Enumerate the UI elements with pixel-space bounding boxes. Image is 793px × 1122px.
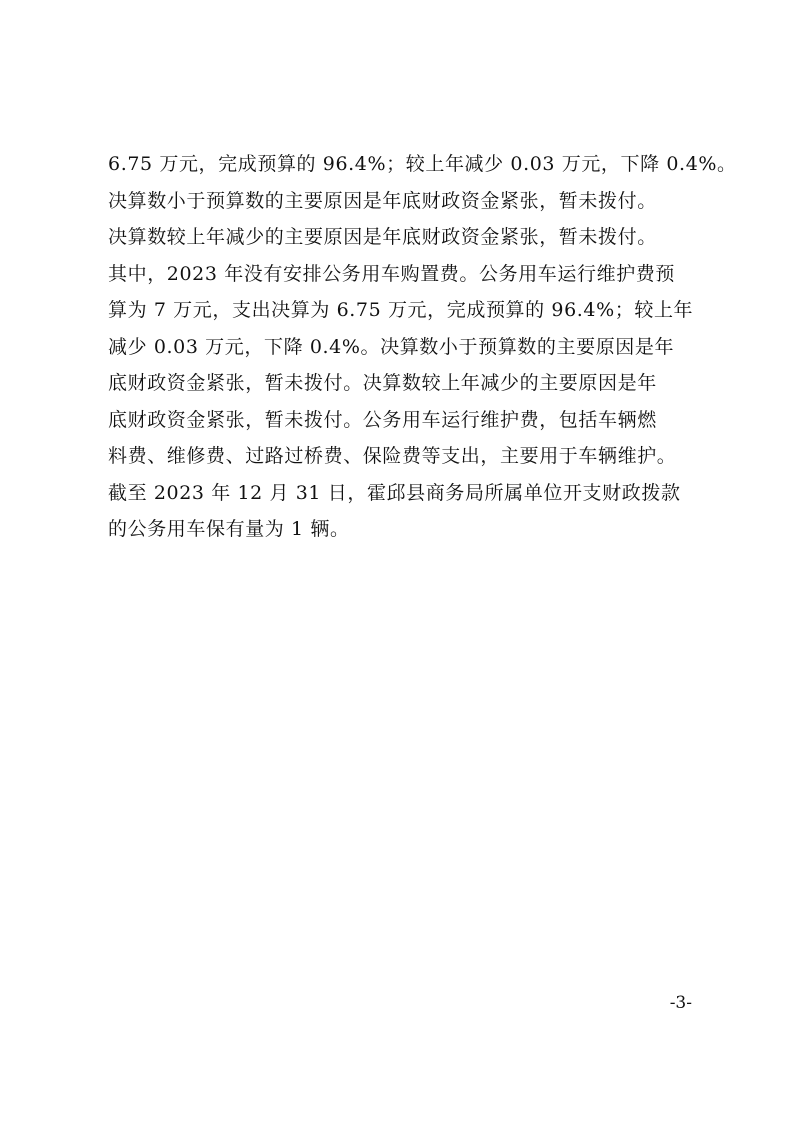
body-paragraph <box>108 146 737 548</box>
text-line: 的公务用车保有量为 1 辆。 <box>108 518 350 540</box>
page-number: -3- <box>669 993 692 1013</box>
text-line: 减少 0.03 万元，下降 0.4%。决算数小于预算数的主要原因是年 <box>108 335 675 358</box>
text-line: 6.75 万元，完成预算的 96.4%；较上年减少 0.03 万元，下降 0.4%。 <box>108 153 737 175</box>
text-line: 底财政资金紧张，暂未拨付。公务用车运行维护费，包括车辆燃 <box>108 408 657 431</box>
text-line: 决算数较上年减少的主要原因是年底财政资金紧张，暂未拨付。 <box>108 226 657 248</box>
text-line: 底财政资金紧张，暂未拨付。决算数较上年减少的主要原因是年 <box>108 372 657 394</box>
text-line: 决算数小于预算数的主要原因是年底财政资金紧张，暂未拨付。 <box>108 189 657 212</box>
text-line: 料费、维修费、过路过桥费、保险费等支出，主要用于车辆维护。 <box>108 445 677 467</box>
text-line: 截至 2023 年 12 月 31 日，霍邱县商务局所属单位开支财政拨款 <box>108 481 681 504</box>
text-line: 其中，2023 年没有安排公务用车购置费。公务用车运行维护费预 <box>108 262 675 285</box>
text-line: 算为 7 万元，支出决算为 6.75 万元，完成预算的 96.4%；较上年 <box>108 299 694 321</box>
